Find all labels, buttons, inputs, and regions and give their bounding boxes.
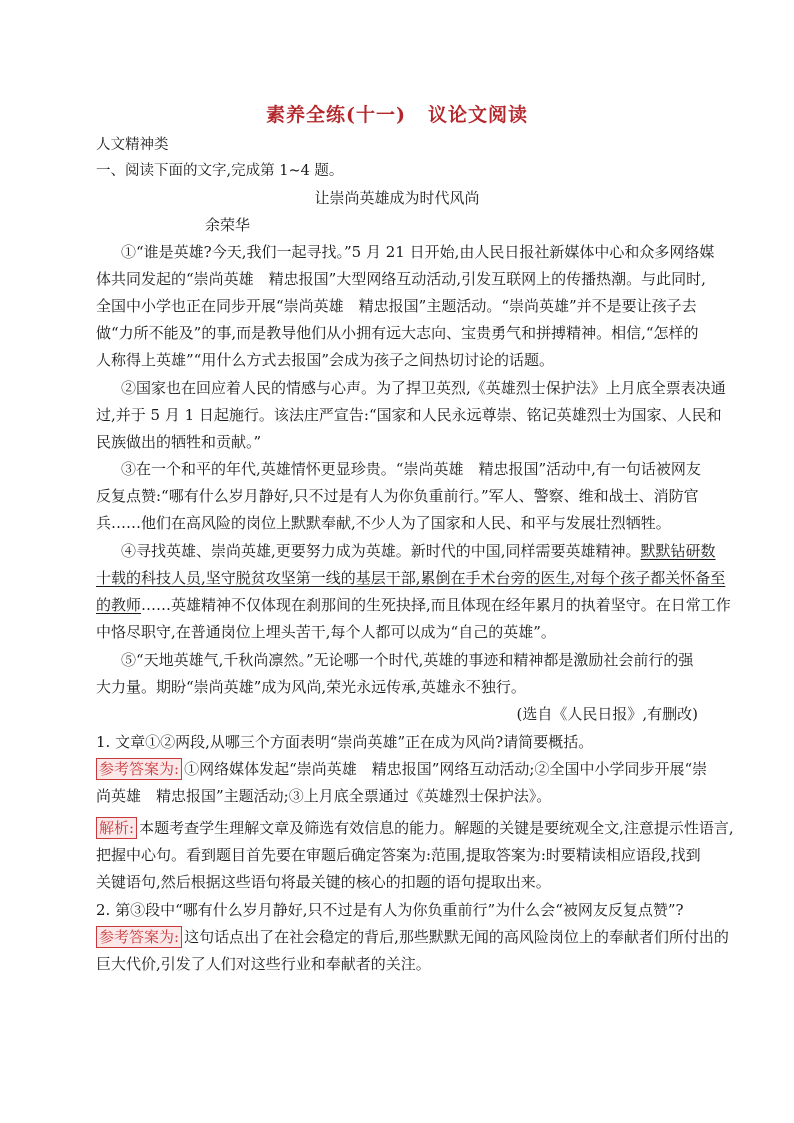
title-main: 素养全练(十一) — [266, 104, 406, 126]
p4-line — [96, 592, 731, 618]
article-source: (选自《人民日报》,有删改) — [516, 705, 698, 723]
instruction: 一、阅读下面的文字,完成第 1~4 题。 — [96, 163, 344, 179]
q1-analysis-line: 关键语句,然后根据这些语句将最关键的核心的扣题的语句提取出来。 — [96, 873, 551, 891]
title-sub: 议论文阅读 — [427, 104, 528, 126]
q1-analysis-line: 把握中心句。看到题目首先要在审题后确定答案为:范围,提取答案为:时要精读相应语段,找到 — [96, 846, 701, 864]
question-2: 2. 第③段中“哪有什么岁月静好,只不过是有人为你负重前行”为什么会“被网友反复点赞”? — [96, 901, 684, 919]
p4-underlined-text: 默默钻研数 — [640, 542, 716, 560]
p1-line: ①“谁是英雄?今天,我们一起寻找。”5 月 21 日开始,由人民日报社新媒体中心和众多网络媒 — [121, 243, 715, 261]
p4-underlined-text: 的教师 — [96, 596, 142, 614]
q1-analysis-text: 本题考查学生理解文章及筛选有效信息的能力。解题的关键是要统观全文,注意提示性语言, — [139, 819, 734, 837]
q2-answer-line: 巨大代价,引发了人们对这些行业和奉献者的关注。 — [96, 955, 431, 973]
p2-line: ②国家也在回应着人民的情感与心声。为了捍卫英烈,《英雄烈士保护法》上月底全票表决通 — [121, 379, 726, 397]
p5-line: 大力量。期盼“崇尚英雄”成为风尚,荣光永远传承,英雄永不独行。 — [96, 678, 526, 696]
q1-answer-line: 尚英雄 精忠报国”主题活动;③上月底全票通过《英雄烈士保护法》。 — [96, 787, 552, 805]
answer-tag: 参考答案为: — [96, 758, 182, 780]
q1-answer-line — [96, 756, 707, 782]
p1-line: 人称得上英雄”“用什么方式去报国”会成为孩子之间热切讨论的话题。 — [96, 351, 555, 369]
p1-line: 做“力所不能及”的事,而是教导他们从小拥有远大志向、宝贵勇气和拼搏精神。相信,“怎样的 — [96, 324, 699, 342]
answer-tag: 参考答案为: — [96, 926, 182, 948]
p1-line: 全国中小学也正在同步开展“崇尚英雄 精忠报国”主题活动。“崇尚英雄”并不是要让孩子去 — [96, 297, 697, 315]
article-title: 让崇尚英雄成为时代风尚 — [314, 189, 480, 207]
p4-plain-text: ④寻找英雄、崇尚英雄,更要努力成为英雄。新时代的中国,同样需要英雄精神。 — [121, 542, 641, 560]
p4-line: 中恪尽职守,在普通岗位上埋头苦干,每个人都可以成为“自己的英雄”。 — [96, 623, 556, 641]
question-1: 1. 文章①②两段,从哪三个方面表明“崇尚英雄”正在成为风尚?请简要概括。 — [96, 733, 594, 751]
q1-analysis-line — [96, 815, 734, 841]
p2-line: 过,并于 5 月 1 日起施行。该法庄严宣告:“国家和人民永远尊崇、铭记英雄烈士为国家、人民和 — [96, 406, 722, 424]
p4-line — [121, 538, 716, 564]
p3-line: ③在一个和平的年代,英雄情怀更显珍贵。“崇尚英雄 精忠报国”活动中,有一句话被网友 — [121, 460, 701, 478]
article-author: 余荣华 — [205, 216, 251, 234]
analysis-tag: 解析: — [96, 817, 137, 839]
p4-underlined-text: 十载的科技人员,坚守脱贫攻坚第一线的基层干部,累倒在手术台旁的医生,对每个孩子都关怀备至 — [96, 569, 726, 587]
q1-answer-text: ①网络媒体发起“崇尚英雄 精忠报国”网络互动活动;②全国中小学同步开展“崇 — [184, 760, 708, 778]
p4-line — [96, 565, 725, 591]
section-label: 人文精神类 — [96, 137, 169, 153]
p4-plain-text: ……英雄精神不仅体现在刹那间的生死抉择,而且体现在经年累月的执着坚守。在日常工作 — [141, 596, 731, 614]
q2-answer-line — [96, 924, 729, 950]
p1-line: 体共同发起的“崇尚英雄 精忠报国”大型网络互动活动,引发互联网上的传播热潮。与此同时, — [96, 270, 706, 288]
q2-answer-text: 这句话点出了在社会稳定的背后,那些默默无闻的高风险岗位上的奉献者们所付出的 — [184, 928, 729, 946]
p5-line: ⑤“天地英雄气,千秋尚凛然。”无论哪一个时代,英雄的事迹和精神都是激励社会前行的强 — [121, 651, 694, 669]
p3-line: 兵……他们在高风险的岗位上默默奉献,不少人为了国家和人民、和平与发展壮烈牺牲。 — [96, 514, 671, 532]
p3-line: 反复点赞:“哪有什么岁月静好,只不过是有人为你负重前行。”军人、警察、维和战士、消防官 — [96, 487, 699, 505]
page-title — [0, 100, 794, 127]
p2-line: 民族做出的牺牲和贡献。” — [96, 433, 262, 451]
